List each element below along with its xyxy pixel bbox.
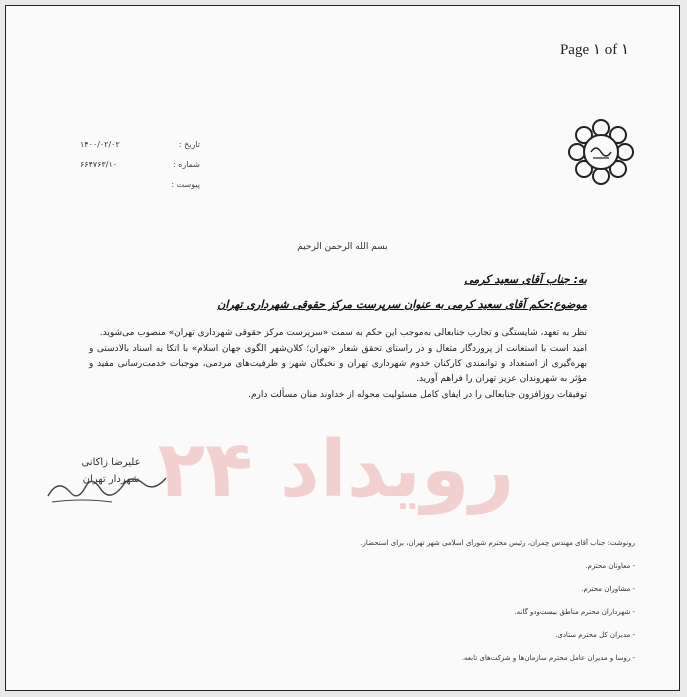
number-value: ۶۶۴۷۶۳/۱۰ bbox=[80, 159, 118, 169]
cc-item: - شهرداران محترم مناطق بیست‌ودو گانه. bbox=[514, 608, 635, 616]
date-label: تاریخ : bbox=[178, 139, 200, 149]
cc-item: رونوشت: جناب آقای مهندس چمران، رئیس محترم شورای اسلامی شهر تهران، برای استحضار. bbox=[360, 539, 635, 547]
signatory-name: علیرضا زاکانی bbox=[81, 457, 141, 468]
letter-meta bbox=[80, 134, 200, 194]
body-paragraph-1: نظر به تعهد، شایستگی و تجارب جنابعالی به‌موجب این حکم به سمت «سرپرست مرکز حقوقی شهرداری تهران» منصوب می‌شوید. bbox=[99, 328, 587, 338]
page-number: Page ١ of ١ bbox=[559, 42, 629, 58]
addressee: به: جناب آقای سعید کرمی bbox=[464, 273, 587, 286]
basmala: بسم الله الرحمن الرحیم bbox=[297, 242, 388, 252]
body-paragraph-2: امید است با استعانت از پروردگار متعال و در راستای تحقق شعار «تهران؛ کلان‌شهر الگوی جهان اسلام» با اتکا به اسناد بالادستی و بهره‌گیری از استعداد و توانمندی کارکنان خدوم شهرداری تهران و نخبگان شهر و ظرفیت‌های مردمی، موجبات خدمت‌رسانی مفید و مؤثر به شهروندان عزیز تهران را فراهم آورید. bbox=[89, 344, 587, 384]
watermark-text: رویداد ۲۴ bbox=[157, 425, 515, 515]
subject-line: موضوع:حکم آقای سعید کرمی به عنوان سرپرست مرکز حقوقی شهرداری تهران bbox=[217, 298, 587, 311]
watermark-logo bbox=[157, 401, 515, 531]
cc-item: - مدیران کل محترم ستادی. bbox=[555, 631, 635, 639]
letter-body bbox=[89, 326, 587, 404]
cc-item: - روسا و مدیران عامل محترم سازمان‌ها و شرکت‌های تابعه. bbox=[461, 654, 635, 662]
number-label: شماره : bbox=[172, 159, 200, 169]
attachment-label: پیوست : bbox=[171, 179, 200, 189]
cc-item: - مشاوران محترم. bbox=[581, 585, 635, 593]
carbon-copy-list bbox=[185, 532, 635, 670]
date-value: ۱۴۰۰/۰۲/۰۲ bbox=[80, 139, 120, 149]
tehran-municipality-emblem-icon bbox=[565, 116, 637, 188]
body-paragraph-3: توفیقات روزافزون جنابعالی را در ایفای کامل مسئولیت محوله از خداوند منان مسألت دارم. bbox=[248, 390, 587, 400]
letter-page bbox=[5, 5, 680, 691]
signatory-title: شهردار تهران bbox=[82, 474, 140, 485]
handwritten-signature bbox=[42, 468, 172, 508]
cc-item: - معاونان محترم. bbox=[585, 562, 635, 570]
